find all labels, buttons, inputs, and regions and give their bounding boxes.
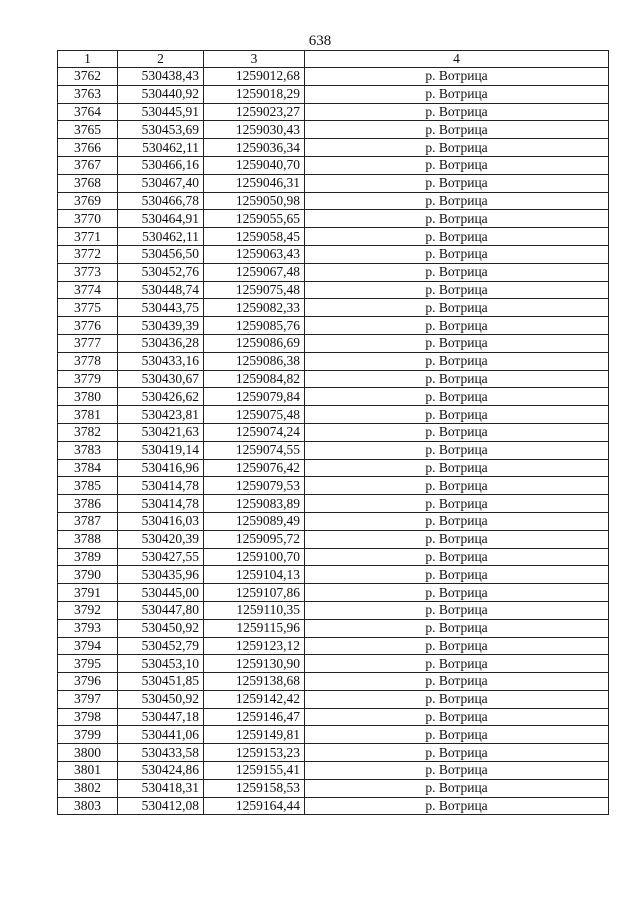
y-coordinate-cell: 1259079,53: [204, 477, 305, 495]
description-cell: р. Вотрица: [305, 495, 609, 513]
table-row: [58, 601, 609, 619]
x-coordinate-cell: 530441,06: [118, 726, 204, 744]
y-coordinate-cell: 1259074,24: [204, 423, 305, 441]
x-coordinate-cell: 530433,16: [118, 352, 204, 370]
header-col-2: 2: [118, 51, 204, 68]
point-number-cell: 3789: [58, 548, 118, 566]
description-cell: р. Вотрица: [305, 690, 609, 708]
y-coordinate-cell: 1259075,48: [204, 406, 305, 424]
table-row: [58, 441, 609, 459]
table-row: [58, 103, 609, 121]
point-number-cell: 3780: [58, 388, 118, 406]
y-coordinate-cell: 1259086,38: [204, 352, 305, 370]
y-coordinate-cell: 1259095,72: [204, 530, 305, 548]
point-number-cell: 3771: [58, 228, 118, 246]
table-row: [58, 370, 609, 388]
table-row: [58, 512, 609, 530]
table-row: [58, 708, 609, 726]
description-cell: р. Вотрица: [305, 228, 609, 246]
x-coordinate-cell: 530452,79: [118, 637, 204, 655]
description-cell: р. Вотрица: [305, 655, 609, 673]
y-coordinate-cell: 1259115,96: [204, 619, 305, 637]
y-coordinate-cell: 1259074,55: [204, 441, 305, 459]
y-coordinate-cell: 1259107,86: [204, 584, 305, 602]
description-cell: р. Вотрица: [305, 263, 609, 281]
x-coordinate-cell: 530464,91: [118, 210, 204, 228]
x-coordinate-cell: 530435,96: [118, 566, 204, 584]
table-row: [58, 317, 609, 335]
x-coordinate-cell: 530445,91: [118, 103, 204, 121]
x-coordinate-cell: 530433,58: [118, 744, 204, 762]
table-row: [58, 281, 609, 299]
y-coordinate-cell: 1259149,81: [204, 726, 305, 744]
description-cell: р. Вотрица: [305, 566, 609, 584]
x-coordinate-cell: 530416,96: [118, 459, 204, 477]
table-row: [58, 406, 609, 424]
description-cell: р. Вотрица: [305, 317, 609, 335]
y-coordinate-cell: 1259040,70: [204, 156, 305, 174]
y-coordinate-cell: 1259155,41: [204, 762, 305, 780]
x-coordinate-cell: 530448,74: [118, 281, 204, 299]
x-coordinate-cell: 530420,39: [118, 530, 204, 548]
y-coordinate-cell: 1259100,70: [204, 548, 305, 566]
x-coordinate-cell: 530414,78: [118, 477, 204, 495]
y-coordinate-cell: 1259058,45: [204, 228, 305, 246]
x-coordinate-cell: 530453,69: [118, 121, 204, 139]
point-number-cell: 3796: [58, 673, 118, 691]
y-coordinate-cell: 1259084,82: [204, 370, 305, 388]
y-coordinate-cell: 1259089,49: [204, 512, 305, 530]
description-cell: р. Вотрица: [305, 139, 609, 157]
header-col-3: 3: [204, 51, 305, 68]
x-coordinate-cell: 530419,14: [118, 441, 204, 459]
x-coordinate-cell: 530466,16: [118, 156, 204, 174]
description-cell: р. Вотрица: [305, 441, 609, 459]
point-number-cell: 3788: [58, 530, 118, 548]
page-number: 638: [308, 33, 332, 49]
table-row: [58, 584, 609, 602]
y-coordinate-cell: 1259018,29: [204, 85, 305, 103]
y-coordinate-cell: 1259076,42: [204, 459, 305, 477]
description-cell: р. Вотрица: [305, 210, 609, 228]
table-row: [58, 637, 609, 655]
table-row: [58, 85, 609, 103]
point-number-cell: 3770: [58, 210, 118, 228]
table-row: [58, 245, 609, 263]
description-cell: р. Вотрица: [305, 548, 609, 566]
table-row: [58, 673, 609, 691]
description-cell: р. Вотрица: [305, 423, 609, 441]
description-cell: р. Вотрица: [305, 192, 609, 210]
point-number-cell: 3795: [58, 655, 118, 673]
table-body: [58, 68, 609, 815]
x-coordinate-cell: 530450,92: [118, 690, 204, 708]
y-coordinate-cell: 1259050,98: [204, 192, 305, 210]
header-col-1: 1: [58, 51, 118, 68]
y-coordinate-cell: 1259063,43: [204, 245, 305, 263]
description-cell: р. Вотрица: [305, 637, 609, 655]
table-row: [58, 762, 609, 780]
table-row: [58, 548, 609, 566]
description-cell: р. Вотрица: [305, 245, 609, 263]
description-cell: р. Вотрица: [305, 744, 609, 762]
description-cell: р. Вотрица: [305, 762, 609, 780]
table-row: [58, 156, 609, 174]
table-row: [58, 228, 609, 246]
table-row: [58, 779, 609, 797]
table-row: [58, 139, 609, 157]
point-number-cell: 3764: [58, 103, 118, 121]
x-coordinate-cell: 530426,62: [118, 388, 204, 406]
point-number-cell: 3797: [58, 690, 118, 708]
point-number-cell: 3802: [58, 779, 118, 797]
point-number-cell: 3762: [58, 68, 118, 86]
table-row: [58, 495, 609, 513]
x-coordinate-cell: 530438,43: [118, 68, 204, 86]
table-row: [58, 726, 609, 744]
point-number-cell: 3765: [58, 121, 118, 139]
y-coordinate-cell: 1259046,31: [204, 174, 305, 192]
x-coordinate-cell: 530440,92: [118, 85, 204, 103]
table-row: [58, 210, 609, 228]
table-row: [58, 797, 609, 815]
description-cell: р. Вотрица: [305, 477, 609, 495]
y-coordinate-cell: 1259023,27: [204, 103, 305, 121]
point-number-cell: 3793: [58, 619, 118, 637]
y-coordinate-cell: 1259146,47: [204, 708, 305, 726]
y-coordinate-cell: 1259082,33: [204, 299, 305, 317]
y-coordinate-cell: 1259083,89: [204, 495, 305, 513]
description-cell: р. Вотрица: [305, 601, 609, 619]
point-number-cell: 3791: [58, 584, 118, 602]
description-cell: р. Вотрица: [305, 85, 609, 103]
description-cell: р. Вотрица: [305, 121, 609, 139]
header-col-4: 4: [305, 51, 609, 68]
point-number-cell: 3777: [58, 334, 118, 352]
y-coordinate-cell: 1259104,13: [204, 566, 305, 584]
point-number-cell: 3772: [58, 245, 118, 263]
table-row: [58, 192, 609, 210]
point-number-cell: 3776: [58, 317, 118, 335]
x-coordinate-cell: 530430,67: [118, 370, 204, 388]
y-coordinate-cell: 1259085,76: [204, 317, 305, 335]
description-cell: р. Вотрица: [305, 352, 609, 370]
table-row: [58, 566, 609, 584]
table-row: [58, 174, 609, 192]
x-coordinate-cell: 530452,76: [118, 263, 204, 281]
point-number-cell: 3785: [58, 477, 118, 495]
x-coordinate-cell: 530456,50: [118, 245, 204, 263]
table-row: [58, 690, 609, 708]
point-number-cell: 3782: [58, 423, 118, 441]
y-coordinate-cell: 1259153,23: [204, 744, 305, 762]
y-coordinate-cell: 1259012,68: [204, 68, 305, 86]
point-number-cell: 3779: [58, 370, 118, 388]
point-number-cell: 3803: [58, 797, 118, 815]
x-coordinate-cell: 530462,11: [118, 228, 204, 246]
table-row: [58, 423, 609, 441]
description-cell: р. Вотрица: [305, 299, 609, 317]
x-coordinate-cell: 530450,92: [118, 619, 204, 637]
description-cell: р. Вотрица: [305, 103, 609, 121]
point-number-cell: 3799: [58, 726, 118, 744]
x-coordinate-cell: 530447,80: [118, 601, 204, 619]
table-row: [58, 388, 609, 406]
y-coordinate-cell: 1259079,84: [204, 388, 305, 406]
description-cell: р. Вотрица: [305, 530, 609, 548]
x-coordinate-cell: 530453,10: [118, 655, 204, 673]
description-cell: р. Вотрица: [305, 459, 609, 477]
description-cell: р. Вотрица: [305, 406, 609, 424]
description-cell: р. Вотрица: [305, 370, 609, 388]
x-coordinate-cell: 530436,28: [118, 334, 204, 352]
point-number-cell: 3774: [58, 281, 118, 299]
x-coordinate-cell: 530462,11: [118, 139, 204, 157]
description-cell: р. Вотрица: [305, 174, 609, 192]
x-coordinate-cell: 530451,85: [118, 673, 204, 691]
table-row: [58, 334, 609, 352]
description-cell: р. Вотрица: [305, 68, 609, 86]
point-number-cell: 3775: [58, 299, 118, 317]
point-number-cell: 3766: [58, 139, 118, 157]
x-coordinate-cell: 530447,18: [118, 708, 204, 726]
point-number-cell: 3773: [58, 263, 118, 281]
x-coordinate-cell: 530421,63: [118, 423, 204, 441]
table-row: [58, 530, 609, 548]
y-coordinate-cell: 1259055,65: [204, 210, 305, 228]
table-row: [58, 299, 609, 317]
point-number-cell: 3794: [58, 637, 118, 655]
y-coordinate-cell: 1259138,68: [204, 673, 305, 691]
table-row: [58, 121, 609, 139]
x-coordinate-cell: 530467,40: [118, 174, 204, 192]
y-coordinate-cell: 1259142,42: [204, 690, 305, 708]
point-number-cell: 3767: [58, 156, 118, 174]
table-row: [58, 263, 609, 281]
point-number-cell: 3763: [58, 85, 118, 103]
point-number-cell: 3778: [58, 352, 118, 370]
y-coordinate-cell: 1259130,90: [204, 655, 305, 673]
y-coordinate-cell: 1259086,69: [204, 334, 305, 352]
point-number-cell: 3801: [58, 762, 118, 780]
description-cell: р. Вотрица: [305, 726, 609, 744]
y-coordinate-cell: 1259075,48: [204, 281, 305, 299]
description-cell: р. Вотрица: [305, 584, 609, 602]
point-number-cell: 3786: [58, 495, 118, 513]
point-number-cell: 3790: [58, 566, 118, 584]
x-coordinate-cell: 530443,75: [118, 299, 204, 317]
x-coordinate-cell: 530416,03: [118, 512, 204, 530]
x-coordinate-cell: 530466,78: [118, 192, 204, 210]
header-row: [58, 51, 609, 68]
y-coordinate-cell: 1259123,12: [204, 637, 305, 655]
table-row: [58, 68, 609, 86]
description-cell: р. Вотрица: [305, 673, 609, 691]
point-number-cell: 3781: [58, 406, 118, 424]
y-coordinate-cell: 1259036,34: [204, 139, 305, 157]
y-coordinate-cell: 1259030,43: [204, 121, 305, 139]
y-coordinate-cell: 1259110,35: [204, 601, 305, 619]
table-row: [58, 459, 609, 477]
table-row: [58, 619, 609, 637]
y-coordinate-cell: 1259164,44: [204, 797, 305, 815]
table-row: [58, 744, 609, 762]
x-coordinate-cell: 530412,08: [118, 797, 204, 815]
x-coordinate-cell: 530424,86: [118, 762, 204, 780]
point-number-cell: 3800: [58, 744, 118, 762]
x-coordinate-cell: 530423,81: [118, 406, 204, 424]
x-coordinate-cell: 530414,78: [118, 495, 204, 513]
description-cell: р. Вотрица: [305, 619, 609, 637]
description-cell: р. Вотрица: [305, 156, 609, 174]
description-cell: р. Вотрица: [305, 512, 609, 530]
table-row: [58, 477, 609, 495]
description-cell: р. Вотрица: [305, 779, 609, 797]
table-row: [58, 655, 609, 673]
coordinates-table: [57, 50, 609, 815]
description-cell: р. Вотрица: [305, 334, 609, 352]
point-number-cell: 3787: [58, 512, 118, 530]
y-coordinate-cell: 1259067,48: [204, 263, 305, 281]
point-number-cell: 3798: [58, 708, 118, 726]
table-header: [58, 51, 609, 68]
point-number-cell: 3783: [58, 441, 118, 459]
point-number-cell: 3769: [58, 192, 118, 210]
description-cell: р. Вотрица: [305, 281, 609, 299]
point-number-cell: 3784: [58, 459, 118, 477]
description-cell: р. Вотрица: [305, 388, 609, 406]
x-coordinate-cell: 530427,55: [118, 548, 204, 566]
x-coordinate-cell: 530445,00: [118, 584, 204, 602]
table-row: [58, 352, 609, 370]
description-cell: р. Вотрица: [305, 708, 609, 726]
point-number-cell: 3792: [58, 601, 118, 619]
point-number-cell: 3768: [58, 174, 118, 192]
x-coordinate-cell: 530418,31: [118, 779, 204, 797]
description-cell: р. Вотрица: [305, 797, 609, 815]
x-coordinate-cell: 530439,39: [118, 317, 204, 335]
y-coordinate-cell: 1259158,53: [204, 779, 305, 797]
